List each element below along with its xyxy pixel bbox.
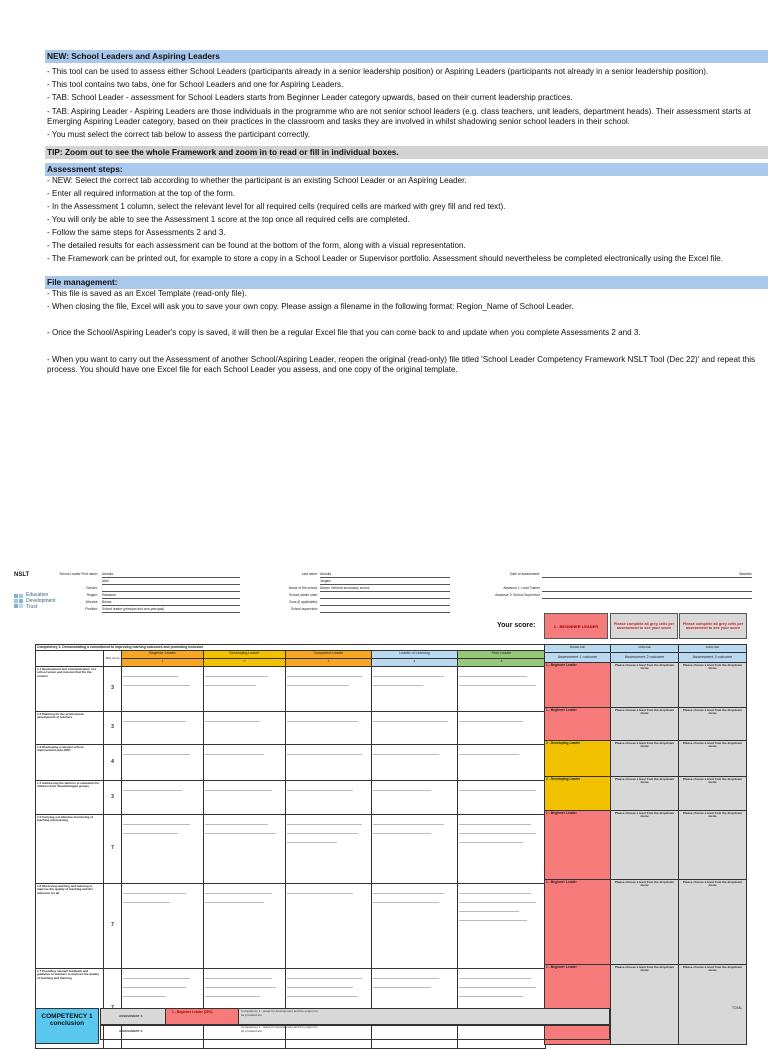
descriptor-cell — [204, 815, 286, 884]
assessor1-field[interactable] — [542, 586, 752, 592]
assessor2-field[interactable] — [542, 593, 752, 599]
field-label: Name of the school: — [288, 586, 318, 590]
instruction-line: - TAB: Aspiring Leader - Aspiring Leaders are those individuals in the programme who are not senior school leaders (e.g. class teachers, unit leaders, department heads). Their assessment starts at Emerging Aspiring Leader category, based on their practices in the classroom and tasks they are involved in whilst shadowing senior school leaders in their school. — [47, 107, 751, 126]
assessment1-level[interactable] — [165, 1009, 239, 1025]
assessment1-label: ASSESSMENT 1: — [119, 1014, 144, 1018]
field-label: Date of assessment: — [509, 572, 540, 576]
descriptor-cell — [458, 815, 546, 884]
field-label: Assessor 2: School Supervisor — [495, 593, 540, 597]
row-max-score: 3 — [104, 781, 122, 815]
level-num: 1 — [122, 659, 204, 667]
row-name: 1.6 Observing teaching and learning to improve the quality of teaching and the inclusion for all — [36, 884, 104, 969]
row-name: 1.7 Providing relevant feedback and guidance to teachers to improve the quality of teaching and learning — [36, 969, 104, 1049]
descriptor-cell — [286, 884, 372, 969]
midline-dropdown[interactable]: Please choose a level from the dropdown menu — [611, 811, 679, 880]
baseline-outcome[interactable]: 1 - Beginner Leader — [545, 708, 611, 741]
endline-score-msg: Please complete all grey cells per assessment to see your score — [682, 621, 744, 630]
logo-line: Development — [26, 598, 56, 604]
level-header-peer: Peer Leader — [458, 651, 546, 659]
descriptor-cell — [372, 815, 458, 884]
level-num: 4 — [372, 659, 458, 667]
descriptor-cell — [286, 781, 372, 815]
baseline-score-value: 1 - BEGINNER LEADER — [553, 623, 599, 629]
last-name-value: Abdulla — [320, 572, 331, 576]
descriptor-cell — [286, 745, 372, 781]
row-max-score: 7 — [104, 884, 122, 969]
row-name: 1.1 Development and communication of a school vision and mission that fits the context — [36, 667, 104, 712]
your-score-label: Your score: — [497, 622, 536, 629]
total-label: TOTAL — [732, 1006, 743, 1010]
descriptor-cell — [458, 781, 546, 815]
section-header-files: File management: — [45, 276, 768, 289]
endline-dropdown[interactable]: Please choose a level from the dropdown menu — [679, 663, 747, 708]
instruction-line: - The detailed results for each assessment can be found at the bottom of the form, along with a visual representation. — [47, 241, 466, 250]
field-label: School Leader First name: — [59, 572, 98, 576]
region-field[interactable] — [102, 593, 240, 599]
baseline-outcome[interactable]: 1 - Beginner Leader — [545, 663, 611, 708]
descriptor-cell — [204, 667, 286, 712]
level-header-developing: Developing Leader — [204, 651, 286, 659]
position-field[interactable] — [102, 607, 240, 613]
assessment-period-value: Baseline — [739, 572, 752, 576]
descriptor-cell — [286, 815, 372, 884]
row-name: 1.3 Developing a relevant school improvement plan (SIP) — [36, 745, 104, 781]
row-max-score: 4 — [104, 745, 122, 781]
field-label: School supervisor: — [290, 607, 318, 611]
last-name-field[interactable] — [320, 572, 450, 578]
instruction-line: - TAB: School Leader - assessment for School Leaders starts from Beginner Leader category upwards, based on their current leadership practices. — [47, 93, 573, 102]
descriptor-cell — [204, 745, 286, 781]
endline-dropdown[interactable]: Please choose a level from the dropdown menu — [679, 811, 747, 880]
zone-field[interactable] — [320, 600, 450, 606]
midline-title: MIDLINE — [611, 645, 679, 653]
row-name: 1.4 Addressing the barriers to education for children from disadvantaged groups — [36, 781, 104, 815]
endline-dropdown[interactable]: Please choose a level from the dropdown menu — [679, 708, 747, 741]
descriptor-cell — [122, 884, 204, 969]
baseline-outcome[interactable]: 2 - Developing Leader — [545, 741, 611, 777]
level-num: 3 — [286, 659, 372, 667]
position-value: School leader (principal and vice-principal) — [102, 607, 165, 611]
instruction-line: - When you want to carry out the Assessment of another School/Aspiring Leader, reopen the original (read-only) file titled 'School Leader Competency Framework NSLT Tool (Dec 22)' and repeat this process. You should have one Excel file for each School Leader you assess, and one copy of the original template. — [47, 355, 756, 374]
field-label: Gender: — [86, 586, 98, 590]
region-value: Hawassa — [102, 593, 116, 597]
baseline-outcome[interactable]: 1 - Beginner Leader — [545, 880, 611, 965]
instruction-line: - This tool contains two tabs, one for School Leaders and one for Aspiring Leaders. — [47, 80, 344, 89]
assessment2-row — [100, 1024, 610, 1040]
school-name-value: Abicen General secondary school — [320, 586, 370, 590]
instruction-line: - This file is saved as an Excel Template (read-only file). — [47, 289, 247, 298]
instruction-line: - NEW: Select the correct tab according to whether the participant is an existing School Leader or an Aspiring Leader. — [47, 176, 467, 185]
descriptor-cell — [122, 745, 204, 781]
competency-conclusion — [35, 1008, 99, 1044]
level-header-learning: Leader of Learning — [372, 651, 458, 659]
endline-subtitle: Assessment 3 outcome — [679, 653, 747, 663]
assessment1-note: Competency 1 - areas for development and the support to be provided are: — [241, 1009, 318, 1017]
assessment2-label: ASSESSMENT 2: — [119, 1029, 144, 1033]
descriptor-cell — [122, 815, 204, 884]
school-name-field[interactable] — [320, 586, 450, 592]
last-name-2-field[interactable] — [320, 579, 450, 585]
descriptor-cell — [122, 712, 204, 745]
section-header-leaders: NEW: School Leaders and Aspiring Leaders — [45, 50, 768, 63]
school-admin-code-field[interactable] — [320, 593, 450, 599]
descriptor-cell — [204, 884, 286, 969]
logo-line: Trust — [26, 604, 38, 610]
level-header-beginner: Beginner Leader — [122, 651, 204, 659]
descriptor-cell — [458, 884, 546, 969]
field-label: Position: — [85, 607, 98, 611]
woreda-field[interactable] — [102, 600, 240, 606]
assessment2-note: Competency 1 - areas for development and the support to be provided are: — [241, 1025, 318, 1033]
midline-dropdown[interactable]: Please choose a level from the dropdown menu — [611, 965, 679, 1045]
competency-blank — [36, 651, 104, 667]
baseline-score-box — [544, 613, 608, 639]
descriptor-cell — [286, 667, 372, 712]
level-num: 5 — [458, 659, 546, 667]
endline-dropdown[interactable]: Please choose a level from the dropdown menu — [679, 965, 747, 1045]
assessment-date-field[interactable] — [542, 572, 752, 578]
instruction-line: - This tool can be used to assess either School Leaders (participants already in a senior leadership position) or Aspiring Leaders (participants not already in a senior leadership position). — [47, 67, 709, 76]
nslt-label: NSLT — [14, 572, 30, 578]
midline-dropdown[interactable]: Please choose a level from the dropdown menu — [611, 880, 679, 965]
instruction-line: - Once the School/Aspiring Leader's copy is saved, it will then be a regular Excel file that you can come back to and update when you complete Assessments 2 and 3. — [47, 328, 641, 337]
second-name-field[interactable] — [102, 579, 240, 585]
endline-dropdown[interactable]: Please choose a level from the dropdown menu — [679, 880, 747, 965]
row-max-score: 7 — [104, 815, 122, 884]
logo-line: Education — [26, 592, 49, 598]
instructions-block — [45, 50, 768, 375]
field-label: Region: — [86, 593, 98, 597]
descriptor-cell — [458, 667, 546, 712]
last-name-2-value: Jergam — [320, 579, 331, 583]
instruction-line: - In the Assessment 1 column, select the relevant level for all required cells (required cells are marked with grey fill and red text). — [47, 202, 506, 211]
descriptor-cell — [372, 712, 458, 745]
woreda-value: Bensa — [102, 600, 112, 604]
descriptor-cell — [372, 884, 458, 969]
tip-banner: TIP: Zoom out to see the whole Framework and zoom in to read or fill in individual boxes. — [45, 146, 768, 159]
descriptor-cell — [372, 745, 458, 781]
endline-dropdown[interactable]: Please choose a level from the dropdown menu — [679, 741, 747, 777]
instruction-line: - You will only be able to see the Assessment 1 score at the top once all required cells are completed. — [47, 215, 410, 224]
field-label: Woreda: — [85, 600, 98, 604]
baseline-outcome[interactable]: 2 - Developing Leader — [545, 777, 611, 811]
school-supervisor-field[interactable] — [320, 607, 450, 613]
row-max-score: 3 — [104, 667, 122, 712]
midline-dropdown[interactable]: Please choose a level from the dropdown menu — [611, 663, 679, 708]
row-max-score: 3 — [104, 712, 122, 745]
midline-score-box — [610, 613, 678, 639]
descriptor-cell — [286, 712, 372, 745]
second-name-value: Abbi — [102, 579, 109, 583]
instruction-line: - Follow the same steps for Assessments 2 and 3. — [47, 228, 226, 237]
endline-score-box — [679, 613, 747, 639]
midline-dropdown[interactable]: Please choose a level from the dropdown menu — [611, 777, 679, 811]
descriptor-cell — [204, 781, 286, 815]
midline-dropdown[interactable]: Please choose a level from the dropdown menu — [611, 741, 679, 777]
descriptor-cell — [204, 712, 286, 745]
descriptor-cell — [122, 667, 204, 712]
midline-score-msg: Please complete all grey cells per assessment to see your score — [613, 621, 675, 630]
descriptor-cell — [372, 781, 458, 815]
endline-dropdown[interactable]: Please choose a level from the dropdown menu — [679, 777, 747, 811]
assessment1-level-value: 1 - Beginner Leader (25%) — [172, 1010, 213, 1014]
outcome-grid — [544, 644, 747, 1045]
baseline-outcome[interactable]: 1 - Beginner Leader — [545, 811, 611, 880]
midline-subtitle: Assessment 2 outcome — [611, 653, 679, 663]
field-label: Assessor 1: Lead Trainer — [503, 586, 540, 590]
conclusion-label: COMPETENCY 1 conclusion — [41, 1013, 93, 1027]
instruction-line: - The Framework can be printed out, for example to store a copy in a School Leader or Supervisor portfolio. Assessment should nevertheless be completed electronically using the Excel file. — [47, 254, 724, 263]
gender-field[interactable] — [102, 586, 240, 592]
level-header-competent: Competent Leader — [286, 651, 372, 659]
first-name-field[interactable] — [102, 572, 240, 578]
row-name: 1.5 Carrying out effective monitoring of teaching and learning — [36, 815, 104, 884]
descriptor-cell — [458, 712, 546, 745]
instruction-line: - Enter all required information at the top of the form. — [47, 189, 236, 198]
field-label: Last name: — [301, 572, 318, 576]
section-header-steps: Assessment steps: — [45, 163, 768, 176]
baseline-outcome[interactable]: 1 - Beginner Leader — [545, 965, 611, 1045]
baseline-title: BASELINE — [545, 645, 611, 653]
competency-title: Competency 1: Demonstrating a commitment to improving learning outcomes and promoting inclusion — [36, 645, 546, 651]
baseline-subtitle: Assessment 1 outcome — [545, 653, 611, 663]
instruction-line: - You must select the correct tab below to assess the participant correctly. — [47, 130, 311, 139]
midline-dropdown[interactable]: Please choose a level from the dropdown menu — [611, 708, 679, 741]
row-name: 1.2 Planning for the professional development of teachers — [36, 712, 104, 745]
descriptor-cell — [122, 781, 204, 815]
endline-title: ENDLINE — [679, 645, 747, 653]
descriptor-cell — [372, 667, 458, 712]
descriptor-cell — [458, 745, 546, 781]
field-label: School admin code: — [289, 593, 318, 597]
instruction-line: - When closing the file, Excel will ask you to save your own copy. Please assign a filename in the following format: Region_Name of School Leader. — [47, 302, 574, 311]
first-name-value: Abdulla — [102, 572, 113, 576]
level-num: 2 — [204, 659, 286, 667]
edt-logo-icon — [14, 594, 24, 610]
competency-grid — [35, 644, 546, 1049]
field-label: Zone (if applicable): — [289, 600, 318, 604]
max-score-header: Max score — [104, 651, 122, 667]
